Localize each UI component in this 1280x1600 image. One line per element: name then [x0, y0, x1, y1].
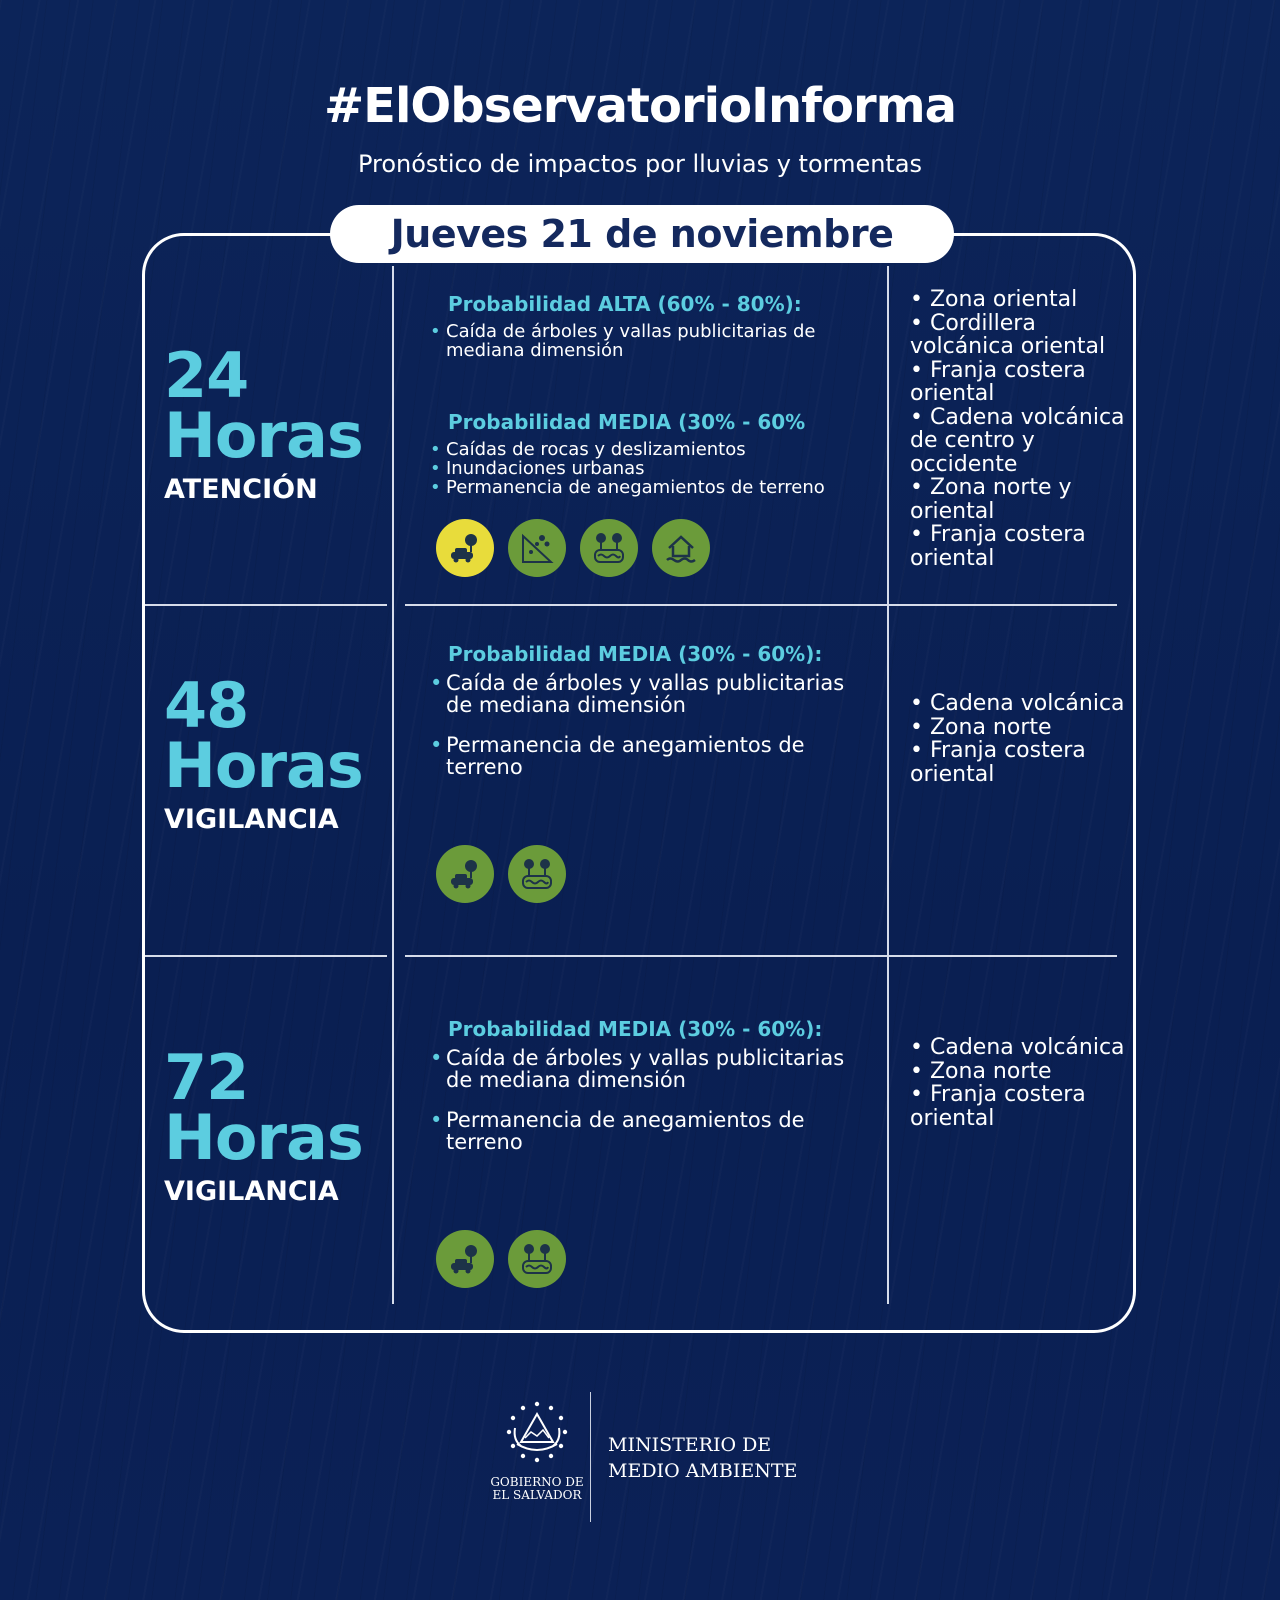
probability-block — [430, 1017, 870, 1153]
seal-caption: EL SALVADOR — [492, 1488, 582, 1502]
ministry-line: MEDIO AMBIENTE — [608, 1460, 798, 1482]
row-divider-1-a — [145, 604, 387, 606]
alert-level: VIGILANCIA — [164, 804, 339, 835]
waterlogged-terrain-icon — [508, 845, 566, 903]
fallen-tree-car-icon — [436, 519, 494, 577]
probability-title: Probabilidad MEDIA (30% - 60% — [448, 410, 806, 434]
zone-item: • Zona norte — [910, 714, 1052, 740]
zone-item: • Franja costera oriental — [910, 1082, 1086, 1131]
zone-item: • Zona norte y oriental — [910, 475, 1072, 524]
impact-item: • Permanencia de anegamientos de terreno — [430, 478, 870, 497]
zone-list — [910, 288, 1130, 570]
probability-title: Probabilidad MEDIA (30% - 60%): — [448, 642, 823, 666]
horizon-24h — [164, 339, 363, 505]
hashtag-title: #ElObservatorioInforma — [323, 78, 957, 134]
horizon-72h — [164, 1041, 363, 1207]
zone-item: • Zona norte — [910, 1058, 1052, 1084]
horizon-hours: 48 — [164, 669, 249, 742]
footer-divider — [590, 1392, 591, 1522]
coat-of-arms-icon — [501, 1398, 573, 1470]
impact-list — [430, 322, 870, 360]
impact-item: • Caída de árboles y vallas publicitarias de mediana dimensión — [430, 672, 870, 716]
zone-item: • Cadena volcánica — [910, 1035, 1125, 1060]
column-divider-left — [392, 266, 394, 1304]
probability-title: Probabilidad MEDIA (30% - 60%): — [448, 1017, 823, 1041]
impact-icons — [436, 845, 566, 903]
probability-block — [430, 642, 870, 778]
impact-list — [430, 672, 870, 778]
waterlogged-terrain-icon — [508, 1230, 566, 1288]
landslide-icon — [508, 519, 566, 577]
impact-list — [430, 1047, 870, 1153]
probability-block — [430, 410, 870, 497]
column-divider-right — [887, 266, 889, 1304]
zone-item: • Cadena volcánica de centro y occidente — [910, 404, 1125, 477]
waterlogged-terrain-icon — [580, 519, 638, 577]
ministry-line: MINISTERIO DE — [608, 1434, 772, 1456]
horizon-hours: 72 — [164, 1041, 249, 1114]
horizon-48h — [164, 669, 363, 835]
government-seal — [482, 1398, 592, 1502]
zone-item: • Zona oriental — [910, 287, 1078, 312]
impact-icons — [436, 519, 710, 577]
horizon-unit: Horas — [164, 729, 363, 802]
zone-item: • Cordillera volcánica oriental — [910, 310, 1106, 359]
zone-item: • Cadena volcánica — [910, 691, 1125, 716]
ministry-name — [608, 1432, 797, 1484]
alert-level: VIGILANCIA — [164, 1176, 339, 1207]
horizon-unit: Horas — [164, 399, 363, 472]
zone-item: • Franja costera oriental — [910, 357, 1086, 406]
subtitle: Pronóstico de impactos por lluvias y tormentas — [357, 150, 923, 178]
date-badge — [330, 205, 954, 263]
row-divider-2-a — [145, 955, 387, 957]
impact-icons — [436, 1230, 566, 1288]
impact-item: • Permanencia de anegamientos de terreno — [430, 734, 806, 778]
alert-level: ATENCIÓN — [164, 474, 318, 505]
zone-list — [910, 692, 1130, 786]
impact-list — [430, 440, 870, 497]
zone-list — [910, 1036, 1130, 1130]
fallen-tree-car-icon — [436, 1230, 494, 1288]
probability-block — [430, 292, 870, 360]
probability-title: Probabilidad ALTA (60% - 80%): — [448, 292, 802, 316]
impact-item: • Caída de árboles y vallas publicitarias de mediana dimensión — [430, 1047, 870, 1091]
impact-item: • Permanencia de anegamientos de terreno — [430, 1109, 846, 1153]
horizon-hours: 24 — [164, 339, 249, 412]
seal-caption: GOBIERNO DE — [490, 1475, 584, 1489]
horizon-unit: Horas — [164, 1101, 363, 1174]
flooded-house-icon — [652, 519, 710, 577]
fallen-tree-car-icon — [436, 845, 494, 903]
zone-item: • Franja costera oriental — [910, 738, 1086, 787]
impact-item: • Inundaciones urbanas — [430, 459, 870, 478]
impact-item: • Caída de árboles y vallas publicitarias de mediana dimensión — [430, 322, 826, 360]
zone-item: • Franja costera oriental — [910, 522, 1086, 571]
date-label: Jueves 21 de noviembre — [390, 212, 894, 256]
row-divider-1-b — [405, 604, 1117, 606]
impact-item: • Caídas de rocas y deslizamientos — [430, 440, 870, 459]
row-divider-2-b — [405, 955, 1117, 957]
